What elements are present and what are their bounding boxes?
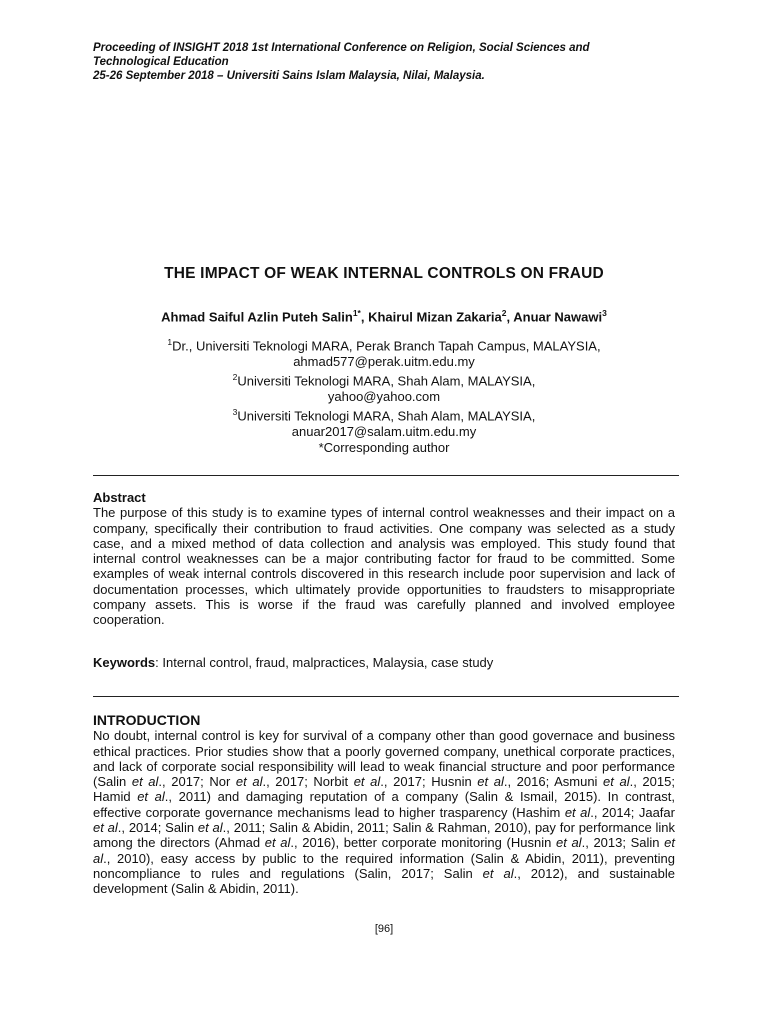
abstract-section	[93, 490, 675, 628]
abstract-text: The purpose of this study is to examine types of internal control weaknesses and their impact on a company, specifically their contribution to fraud activities. One company was selected as a study case, and a mixed method of data collection and analysis was employed. This study found that internal control weaknesses can be a major contributing factor for fraud to be committed. Some examples of weak internal controls discovered in this research include poor supervision and lack of documentation processes, which ultimately provide opportunities to fraudsters to misappropriate company assets. This is worse if the fraud was carefully planned and involved employee cooperation.	[93, 505, 675, 628]
intro-text-run: ., 2014; Jaafar	[590, 804, 675, 820]
intro-text-run: ., 2012), and sustainable development (Salin & Abidin, 2011).	[93, 865, 675, 897]
paper-title: THE IMPACT OF WEAK INTERNAL CONTROLS ON FRAUD	[164, 265, 604, 282]
keywords-label: Keywords	[93, 655, 156, 670]
affiliation-2-mark: 2	[232, 371, 238, 382]
affiliation-2-email: yahoo@yahoo.com	[327, 389, 441, 405]
intro-text-run: ., 2016; Asmuni	[503, 774, 604, 790]
intro-et-al-italic: et al	[564, 804, 591, 820]
affiliation-1	[0, 335, 768, 354]
affiliation-1-text: Dr., Universiti Teknologi MARA, Perak Branch Tapah Campus, MALAYSIA,	[172, 338, 601, 354]
abstract-bottom-rule	[93, 696, 679, 697]
keywords-line	[93, 655, 675, 670]
author-3-name: Anuar Nawawi	[513, 309, 603, 325]
introduction-heading: INTRODUCTION	[93, 712, 201, 728]
header-line-1: Proceeding of INSIGHT 2018 1st International Conference on Religion, Social Sciences and	[93, 42, 590, 54]
intro-text-run: No doubt, internal control is key for survival of a company other than good governace and business ethical practices. Prior studies show that a poorly governed company, unethical corporate practices, and lack of corporate social responsibility will lead to weak financial structure and poor performance (Salin	[93, 728, 675, 790]
intro-text-run: ., 2010), easy access by public to the required information (Salin & Abidin, 2011), preventing noncompliance to rules and regulations (Salin, 2017; Salin	[93, 850, 675, 881]
intro-et-al-italic: et al	[555, 835, 582, 851]
abstract-heading: Abstract	[93, 490, 146, 505]
intro-text-run: ., 2013; Salin	[581, 835, 665, 851]
affiliation-2	[0, 370, 768, 389]
author-list: Ahmad Saiful Azlin Puteh Salin$^{1*}$, Khairul Mizan Zakaria$^2$, Anuar Nawawi$^3$	[161, 308, 607, 325]
intro-et-al-italic: et al	[235, 774, 263, 790]
affiliation-1-mark: 1	[167, 337, 173, 347]
intro-et-al-italic: et al	[137, 789, 165, 805]
intro-et-al-italic: et al	[131, 774, 159, 790]
intro-text-run: ., 2011) and damaging reputation of a company (Salin & Ismail, 2015). In contrast, effective corporate governance mechanisms lead to higher trasparency (Hashim	[93, 789, 675, 820]
header-line-2: Technological Education	[93, 56, 229, 68]
author-3-mark: 3	[602, 308, 607, 318]
page-number: [96]	[374, 923, 394, 935]
author-2-name: Khairul Mizan Zakaria	[368, 309, 502, 325]
affiliation-3-mark: 3	[232, 406, 238, 417]
affiliation-1-email: ahmad577@perak.uitm.edu.my	[293, 354, 475, 370]
header-line-3: 25-26 September 2018 – Universiti Sains Islam Malaysia, Nilai, Malaysia.	[93, 70, 485, 82]
introduction-paragraph	[93, 728, 675, 896]
abstract-top-rule	[93, 475, 679, 476]
intro-text-run: ., 2014; Salin	[117, 820, 198, 836]
intro-text-run: ., 2017; Norbit	[262, 774, 354, 790]
intro-et-al-italic: et al	[477, 774, 504, 790]
intro-et-al-italic: et al	[603, 774, 630, 790]
intro-text-run: ., 2016), better corporate monitoring (Husnin	[290, 835, 556, 851]
affiliations	[0, 335, 768, 456]
author-1-mark: 1*	[352, 308, 361, 318]
intro-text-run: ., 2015; Hamid	[93, 774, 675, 805]
intro-text-run: ., 2011; Salin & Abidin, 2011; Salin & Rahman, 2010), pay for performance link among the directors (Ahmad	[93, 820, 676, 851]
intro-et-al-italic: et al	[93, 820, 118, 836]
intro-text-run: ., 2017; Nor	[158, 774, 236, 790]
intro-et-al-italic: et al	[93, 835, 676, 866]
intro-et-al-italic: et al	[197, 820, 223, 836]
affiliation-3	[0, 405, 768, 424]
intro-et-al-italic: et al	[264, 835, 291, 851]
intro-et-al-italic: et al	[353, 774, 381, 790]
intro-text-run: ., 2017; Husnin	[380, 774, 478, 790]
author-1-name: Ahmad Saiful Azlin Puteh Salin	[161, 309, 353, 325]
proceedings-header	[93, 41, 673, 83]
author-2-mark: 2	[501, 308, 507, 318]
corresponding-author-note: *Corresponding author	[318, 439, 450, 455]
intro-et-al-italic: et al	[482, 865, 514, 881]
affiliation-2-text: Universiti Teknologi MARA, Shah Alam, MALAYSIA,	[237, 373, 536, 389]
introduction-section	[93, 713, 675, 897]
keywords-text: : Internal control, fraud, malpractices, Malaysia, case study	[155, 655, 494, 670]
affiliation-3-text: Universiti Teknologi MARA, Shah Alam, MALAYSIA,	[237, 408, 536, 424]
affiliation-3-email: anuar2017@salam.uitm.edu.my	[291, 423, 477, 439]
